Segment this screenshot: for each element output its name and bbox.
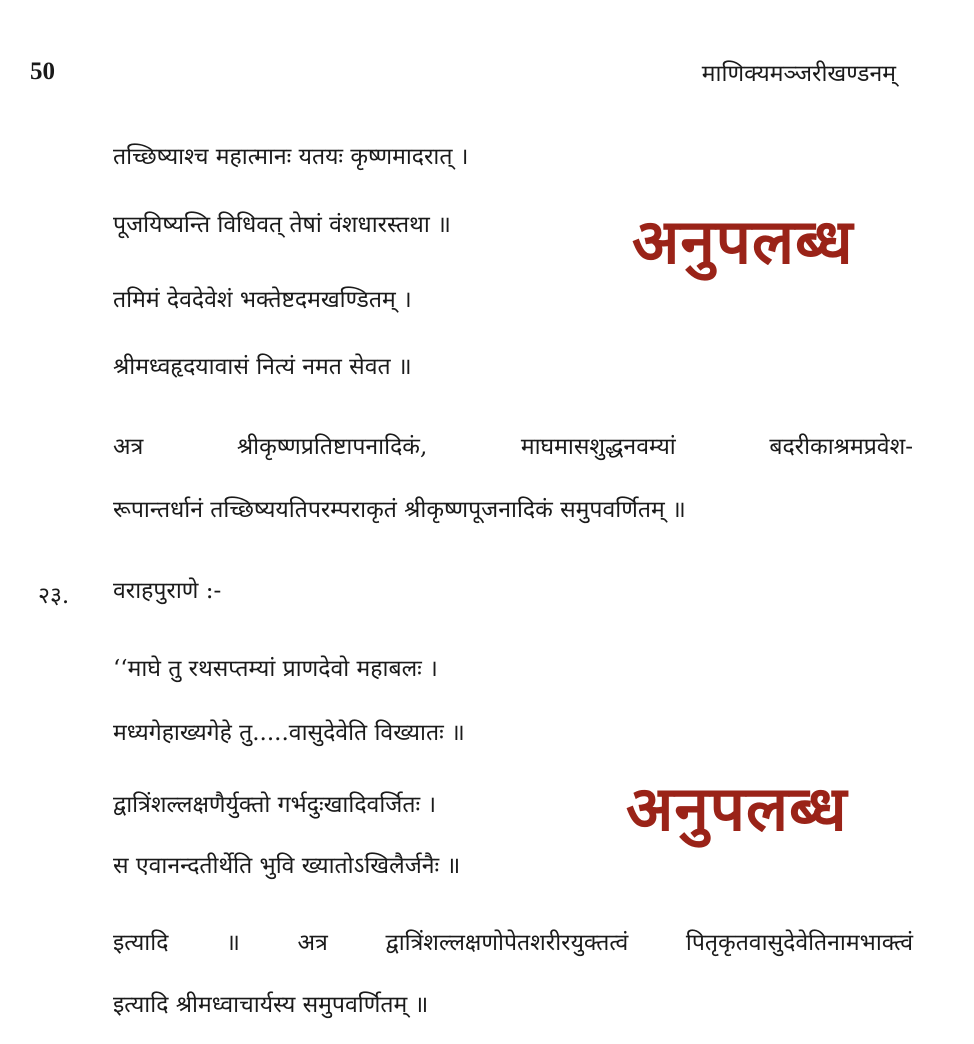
- verse-line: तमिमं देवदेवेशं भक्तेष्टदमखण्डितम् ।: [113, 287, 412, 313]
- note-paragraph-line: इत्यादि ॥ अत्र द्वात्रिंशल्लक्षणोपेतशरीरयुक्तत्वं पितृकृतवासुदेवेतिनामभाक्त्वं: [113, 930, 913, 956]
- verse-line: श्रीमध्वहृदयावासं नित्यं नमत सेवत ॥: [113, 354, 412, 380]
- page-number: 50: [30, 58, 55, 85]
- running-title: माणिक्यमञ्जरीखण्डनम्: [701, 61, 896, 87]
- section-heading: वराहपुराणे :-: [113, 578, 222, 604]
- verse-line: पूजयिष्यन्ति विधिवत् तेषां वंशधारस्तथा ॥: [113, 212, 451, 238]
- note-paragraph-line: इत्यादि श्रीमध्वाचार्यस्य समुपवर्णितम् ॥: [113, 992, 429, 1018]
- unavailable-stamp: अनुपलब्ध: [632, 205, 854, 278]
- verse-line: स एवानन्दतीर्थेति भुवि ख्यातोऽखिलैर्जनैः ॥: [113, 853, 461, 879]
- unavailable-stamp: अनुपलब्ध: [626, 772, 848, 845]
- verse-line: द्वात्रिंशल्लक्षणैर्युक्तो गर्भदुःखादिवर्जितः ।: [113, 792, 437, 818]
- note-paragraph-line: रूपान्तर्धानं तच्छिष्ययतिपरम्पराकृतं श्रीकृष्णपूजनादिकं समुपवर्णितम् ॥: [113, 497, 686, 523]
- section-number: २३.: [38, 583, 70, 609]
- verse-line: मध्यगेहाख्यगेहे तु.....वासुदेवेति विख्यातः ॥: [113, 720, 465, 746]
- verse-line: तच्छिष्याश्च महात्मानः यतयः कृष्णमादरात् ।: [113, 144, 469, 170]
- note-paragraph-line: अत्र श्रीकृष्णप्रतिष्टापनादिकं, माघमासशुद्धनवम्यां बदरीकाश्रमप्रवेश-: [113, 434, 913, 460]
- verse-line: ‘‘माघे तु रथसप्तम्यां प्राणदेवो महाबलः ।: [113, 656, 438, 682]
